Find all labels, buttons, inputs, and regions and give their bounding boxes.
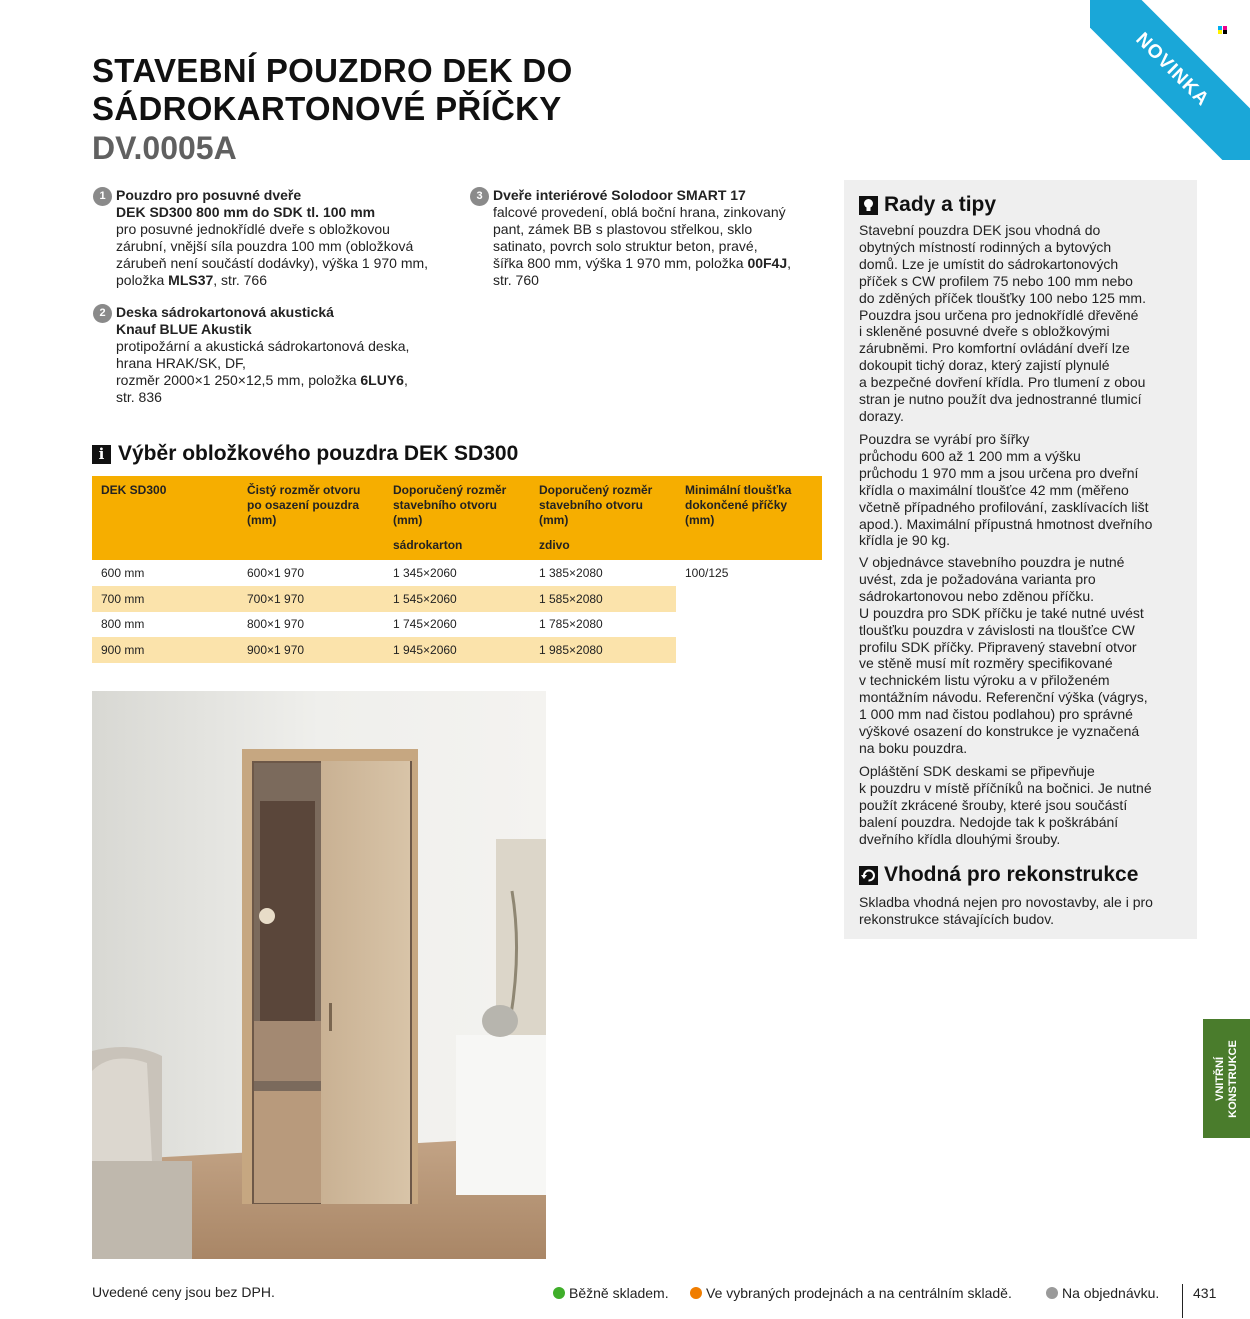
section-title-text: Výběr obložkového pouzdra DEK SD300 xyxy=(118,442,519,465)
tips-line: Opláštění SDK deskami se připevňuje xyxy=(859,763,1095,779)
legend-label: Na objednávku. xyxy=(1062,1285,1160,1301)
tips-line: dorazy. xyxy=(859,407,904,424)
item-code-line xyxy=(116,272,466,289)
table-cell-empty xyxy=(676,586,822,612)
tips-line: dokoupit tichý doraz, který zajistí plynulé xyxy=(859,357,1110,374)
table-cell: 800 mm xyxy=(101,617,145,632)
item-text: , xyxy=(787,255,792,271)
novinka-ribbon xyxy=(1090,0,1250,160)
item-text: položka xyxy=(116,272,169,288)
table-cell: 1 785×2080 xyxy=(539,617,603,632)
page-number: 431 xyxy=(1193,1285,1217,1301)
tips-box xyxy=(844,180,1197,939)
tips-line: Skladba vhodná nejen pro novostavby, ale i pro xyxy=(859,894,1153,910)
grey-dot-icon xyxy=(1046,1287,1058,1299)
table-subheader: sádrokarton xyxy=(384,532,530,560)
tips-line: tloušťku pouzdra v závislosti na tloušťce CW xyxy=(859,621,1135,638)
tips-line: včetně případného profilování, zasklívacích lišt xyxy=(859,498,1149,515)
item-2 xyxy=(99,304,466,406)
reconstruction-text xyxy=(859,894,1189,928)
table-header: Doporučený rozměr stavebního otvoru (mm) xyxy=(384,476,530,532)
item-text: pro posuvné jednokřídlé dveře s obložkovou xyxy=(116,221,390,237)
tips-line: uvést, zda je požadována varianta pro xyxy=(859,570,1096,587)
table-cell: 1 385×2080 xyxy=(539,565,603,580)
table-cell: 600×1 970 xyxy=(247,565,305,580)
table-header: Doporučený rozměr stavebního otvoru (mm) xyxy=(530,476,676,532)
tips-paragraph-1 xyxy=(859,222,1189,425)
tips-line: stran je nutno použít dva jednostranné tlumicí xyxy=(859,391,1142,408)
tips-line: sádrokartonovou nebo zděnou příčku. xyxy=(859,587,1095,604)
table-cell: 900×1 970 xyxy=(238,637,384,663)
table-cell: 900 mm xyxy=(92,637,238,663)
item-title: Dveře interiérové Solodoor SMART 17 xyxy=(493,187,746,203)
item-text: zárubní, vnější síla pouzdra 100 mm (obložková xyxy=(116,238,414,254)
item-subtitle: DEK SD300 800 mm do SDK tl. 100 mm xyxy=(116,204,376,220)
item-text: pant, zámek BB s plastovou střelkou, sklo xyxy=(493,221,753,237)
item-number-badge: 1 xyxy=(93,187,112,206)
side-tab-line: VNITŘNÍ xyxy=(1213,1056,1226,1101)
table-header: Minimální tloušťka dokončené příčky (mm) xyxy=(676,476,822,532)
novinka-label: NOVINKA xyxy=(1090,0,1250,160)
item-title: Pouzdro pro posuvné dveře xyxy=(116,187,302,203)
section-side-tab xyxy=(1203,1019,1250,1138)
legend-in-stock xyxy=(553,1285,669,1301)
table-cell: 1 985×2080 xyxy=(530,637,676,663)
renovation-icon xyxy=(859,866,878,885)
table-cell: 1 945×2060 xyxy=(384,637,530,663)
item-text: zárubeň není součástí dodávky), výška 1 970 mm, xyxy=(116,255,429,271)
tips-line: zárubněmi. Pro komfortní ovládání dveří lze xyxy=(859,340,1130,357)
tips-paragraph-3 xyxy=(859,554,1189,757)
table-row xyxy=(92,612,822,638)
tips-line: průchodu 1 970 mm a jsou určena pro dveřní xyxy=(859,464,1139,481)
item-code-line xyxy=(493,255,823,272)
table-section-title xyxy=(92,442,518,466)
table-header: DEK SD300 xyxy=(92,476,238,532)
item-number-badge: 2 xyxy=(93,304,112,323)
table-cell: 1 745×2060 xyxy=(393,617,457,632)
table-header-row xyxy=(92,476,822,532)
tips-line: 1 000 mm nad čistou podlahou) pro správné xyxy=(859,706,1133,723)
table-cell: 1 545×2060 xyxy=(384,586,530,612)
side-tab-label xyxy=(1214,1040,1240,1118)
tips-line: i skleněné posuvné dveře s obložkovými xyxy=(859,323,1110,340)
tips-line: domů. Lze je umístit do sádrokartonových xyxy=(859,255,1119,272)
info-icon: i xyxy=(92,445,111,464)
tips-line: použít zkrácené šrouby, které jsou součástí xyxy=(859,796,1128,813)
table-cell: 1 345×2060 xyxy=(393,565,457,580)
item-subtitle: Knauf BLUE Akustik xyxy=(116,321,252,337)
tips-line: obytných místností rodinných a bytových xyxy=(859,238,1112,255)
page-title xyxy=(92,52,792,168)
table-row xyxy=(92,586,822,612)
legend-label: Ve vybraných prodejnách a na centrálním skladě. xyxy=(706,1285,1012,1301)
page-number-divider xyxy=(1182,1284,1183,1318)
product-code: DV.0005A xyxy=(92,130,237,166)
color-registration-mark xyxy=(1218,26,1228,34)
title-line-1: STAVEBNÍ POUZDRO DEK DO xyxy=(92,52,573,89)
tips-line: V objednávce stavebního pouzdra je nutné xyxy=(859,554,1125,570)
legend-selected-stores xyxy=(690,1285,1012,1301)
tips-title xyxy=(859,193,996,217)
tips-line: Pouzdra jsou určena pro jednokřídlé dřevěné xyxy=(859,306,1139,323)
item-code: 00F4J xyxy=(747,255,788,271)
item-text: , str. 766 xyxy=(213,272,267,288)
item-code: 6LUY6 xyxy=(360,372,404,388)
item-1 xyxy=(99,187,466,289)
tips-line: dveřního křídla dlouhými šrouby. xyxy=(859,830,1061,847)
pouzdro-table xyxy=(92,476,822,663)
table-cell: 600 mm xyxy=(101,565,145,580)
item-text: satinato, povrch solo struktur beton, pravé, xyxy=(493,238,758,254)
title-line-2: SÁDROKARTONOVÉ PŘÍČKY xyxy=(92,90,562,127)
tips-line: apod.). Maximální přípustná hmotnost dveřního xyxy=(859,515,1153,532)
item-number-badge: 3 xyxy=(470,187,489,206)
table-row xyxy=(92,637,822,663)
tips-line: na boku pouzdra. xyxy=(859,739,968,756)
item-text: , xyxy=(403,372,408,388)
photo-illustration xyxy=(92,691,546,1259)
reconstruction-title xyxy=(859,863,1138,887)
table-cell-empty xyxy=(676,612,822,638)
item-text: falcové provedení, oblá boční hrana, zinkovaný xyxy=(493,204,786,220)
item-text: šířka 800 mm, výška 1 970 mm, položka xyxy=(493,255,748,271)
tips-paragraph-2 xyxy=(859,431,1189,549)
table-cell: 100/125 xyxy=(685,565,729,580)
table-header: Čistý rozměr otvoru po osazení pouzdra (mm) xyxy=(238,476,384,532)
tips-paragraph-4 xyxy=(859,763,1189,848)
legend-on-order xyxy=(1046,1285,1159,1301)
item-3 xyxy=(476,187,823,289)
item-text: rozměr 2000×1 250×12,5 mm, položka xyxy=(116,372,361,388)
item-text: hrana HRAK/SK, DF, xyxy=(116,355,246,371)
tips-line: k pouzdru v místě příčníků na bočnici. Je nutné xyxy=(859,779,1152,796)
table-cell: 700 mm xyxy=(92,586,238,612)
tips-line: profilu SDK příčky. Připravený stavební otvor xyxy=(859,638,1137,655)
item-code-line xyxy=(116,372,466,389)
table-subheader xyxy=(676,532,822,560)
tips-line: U pouzdra pro SDK příčku je také nutné uvést xyxy=(859,604,1144,621)
tips-line: výškové osazení do konstrukce je vyznačená xyxy=(859,723,1140,740)
tips-line: montážním návodu. Referenční výška (vágrys, xyxy=(859,689,1148,706)
item-code: MLS37 xyxy=(168,272,214,288)
tips-line: průchodu 600 až 1 200 mm a výšku xyxy=(859,447,1081,464)
tips-line: ve stěně musí mít rozměry specifikované xyxy=(859,655,1113,672)
tips-line: do zděných příček tloušťky 100 nebo 125 mm. xyxy=(859,289,1146,306)
item-text: str. 836 xyxy=(116,389,162,405)
tips-line: rekonstrukce stávajících budov. xyxy=(859,910,1055,927)
item-text: protipožární a akustická sádrokartonová deska, xyxy=(116,338,410,354)
item-title: Deska sádrokartonová akustická xyxy=(116,304,334,320)
orange-dot-icon xyxy=(690,1287,702,1299)
tips-line: Stavební pouzdra DEK jsou vhodná do xyxy=(859,222,1101,238)
table-cell: 800×1 970 xyxy=(247,617,305,632)
tips-line: balení pouzdra. Nedojde tak k poškrábání xyxy=(859,813,1119,830)
lightbulb-icon xyxy=(859,196,878,215)
table-cell: 700×1 970 xyxy=(238,586,384,612)
tips-line: v technickém listu výroku a v přiloženém xyxy=(859,672,1110,689)
table-row xyxy=(92,560,822,586)
reconstruction-title-text: Vhodná pro rekonstrukce xyxy=(884,863,1139,886)
legend-label: Běžně skladem. xyxy=(569,1285,669,1301)
table-cell: 1 585×2080 xyxy=(530,586,676,612)
price-note: Uvedené ceny jsou bez DPH. xyxy=(92,1284,275,1300)
interior-sliding-door-photo xyxy=(92,691,546,1259)
tips-line: příček s CW profilem 75 nebo 100 mm nebo xyxy=(859,272,1133,289)
tips-line: Pouzdra se vyrábí pro šířky xyxy=(859,431,1030,447)
tips-title-text: Rady a tipy xyxy=(884,193,997,216)
green-dot-icon xyxy=(553,1287,565,1299)
table-subheader-row xyxy=(92,532,822,560)
tips-line: křídla o maximální tloušťce 42 mm (měřeno xyxy=(859,481,1129,498)
tips-line: a bezpečné dovření křídla. Pro tlumení z obou xyxy=(859,374,1146,391)
table-subheader xyxy=(92,532,238,560)
table-subheader: zdivo xyxy=(530,532,676,560)
item-text: str. 760 xyxy=(493,272,539,288)
table-subheader xyxy=(238,532,384,560)
side-tab-line: KONSTRUKCE xyxy=(1226,1039,1239,1118)
table-cell-empty xyxy=(676,637,822,663)
tips-line: křídla je 90 kg. xyxy=(859,532,951,549)
